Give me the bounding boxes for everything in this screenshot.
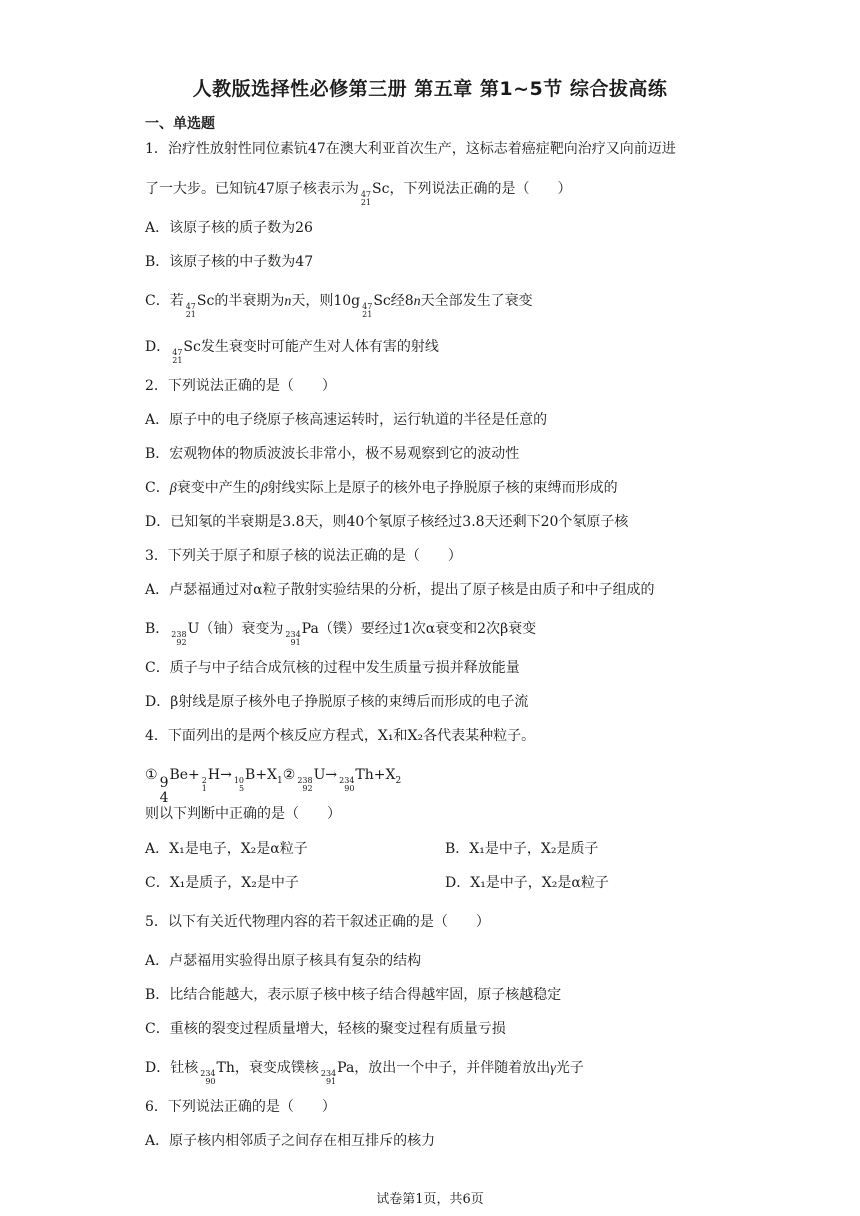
pa-nuclide-notation: 234 91 [285,630,301,647]
q5-option-b: B．比结合能越大，表示原子核中核子结合得越牢固，原子核越稳定 [145,987,562,1003]
q5-stem: 5．以下有关近代物理内容的若干叙述正确的是（ ） [145,914,490,930]
q3-option-b: B． 238 92 U（铀）衰变为 234 91 Pa（镤）要经过1次α衰变和2次β衰变 [145,621,537,647]
q2-option-a: A．原子中的电子绕原子核高速运转时，运行轨道的半径是任意的 [145,412,548,428]
q1-stem-text-a: 了一大步。已知钪47原子核表示为 [145,181,359,197]
b-nuclide-notation: 10 5 [233,776,245,793]
q6-option-a: A．原子核内相邻质子之间存在相互排斥的核力 [145,1133,436,1149]
q1-stem-line1: 1．治疗性放射性同位素钪47在澳大利亚首次生产，这标志着癌症靶向治疗又向前迈进 [145,141,676,157]
q4-reaction-equations: ① 9 4 Be+ 2 1 H→ 10 5 $B+X_1②$ 238 92 U→ 234 90 $Th+X_2$ [145,767,402,806]
q3-option-a: A．卢瑟福通过对α粒子散射实验结果的分析，提出了原子核是由质子和中子组成的 [145,582,655,598]
q4-option-b: B．X₁是中子，X₂是质子 [445,841,599,857]
be-nuclide-notation: 9 4 [159,775,169,806]
q2-stem: 2．下列说法正确的是（ ） [145,378,336,394]
sc-nuclide-notation: 47 21 [185,302,196,319]
q6-stem: 6．下列说法正确的是（ ） [145,1099,336,1115]
q2-option-b: B．宏观物体的物质波波长非常小，极不易观察到它的波动性 [145,446,520,462]
q4-option-c: C．X₁是质子，X₂是中子 [145,875,299,891]
page-title: 人教版选择性必修第三册 第五章 第1~5节 综合拔高练 [192,78,668,100]
h-nuclide-notation: 2 1 [201,776,207,793]
q4-judge-prompt: 则以下判断中正确的是（ ） [145,806,341,822]
q3-option-d: D．β射线是原子核外电子挣脱原子核的束缚后而形成的电子流 [145,694,529,710]
q3-option-c: C．质子与中子结合成氘核的过程中发生质量亏损并释放能量 [145,660,520,676]
q4-stem: 4．下面列出的是两个核反应方程式，X₁和X₂各代表某种粒子。 [145,728,536,744]
q4-option-a: A．X₁是电子，X₂是α粒子 [145,841,308,857]
page-footer: 试卷第1页，共6页 [376,1192,484,1207]
sc-nuclide-notation: 47 21 [172,348,183,365]
q3-stem: 3．下列关于原子和原子核的说法正确的是（ ） [145,548,462,564]
q1-stem-text-b: ，下列说法正确的是（ ） [389,181,572,197]
th-nuclide-notation: 234 90 [339,776,355,793]
q1-option-a: A．该原子核的质子数为26 [145,220,313,236]
th-nuclide-notation: 234 90 [200,1069,216,1086]
q5-option-c: C．重核的裂变过程质量增大，轻核的聚变过程有质量亏损 [145,1021,506,1037]
u-nuclide-notation: 238 92 [297,776,313,793]
q1-stem-line2: 了一大步。已知钪47原子核表示为 47 21 Sc，下列说法正确的是（ ） [145,181,572,207]
q1-option-d: D． 47 21 Sc发生衰变时可能产生对人体有害的射线 [145,339,439,365]
sc-nuclide-notation: 47 21 [360,190,372,207]
q5-option-a: A．卢瑟福用实验得出原子核具有复杂的结构 [145,953,422,969]
q2-option-c: C．β衰变中产生的β射线实际上是原子的核外电子挣脱原子核的束缚而形成的 [145,480,618,496]
q2-option-d: D．已知氡的半衰期是3.8天，则40个氡原子核经过3.8天还剩下20个氡原子核 [145,514,629,530]
section-heading: 一、单选题 [145,116,215,132]
pa-nuclide-notation: 234 91 [320,1069,337,1086]
sc-nuclide-notation: 47 21 [362,302,373,319]
u-nuclide-notation: 238 92 [171,630,187,647]
q1-option-b: B．该原子核的中子数为47 [145,254,314,270]
q5-option-d: D．钍核 234 90 Th，衰变成镤核 234 91 Pa，放出一个中子，并伴随着放出γ光子 [145,1060,584,1086]
q1-option-c: C．若 47 21 Sc的半衰期为n天，则10g 47 21 Sc经8n天全部发生了衰变 [145,293,533,319]
q4-option-d: D．X₁是中子，X₂是α粒子 [445,875,609,891]
